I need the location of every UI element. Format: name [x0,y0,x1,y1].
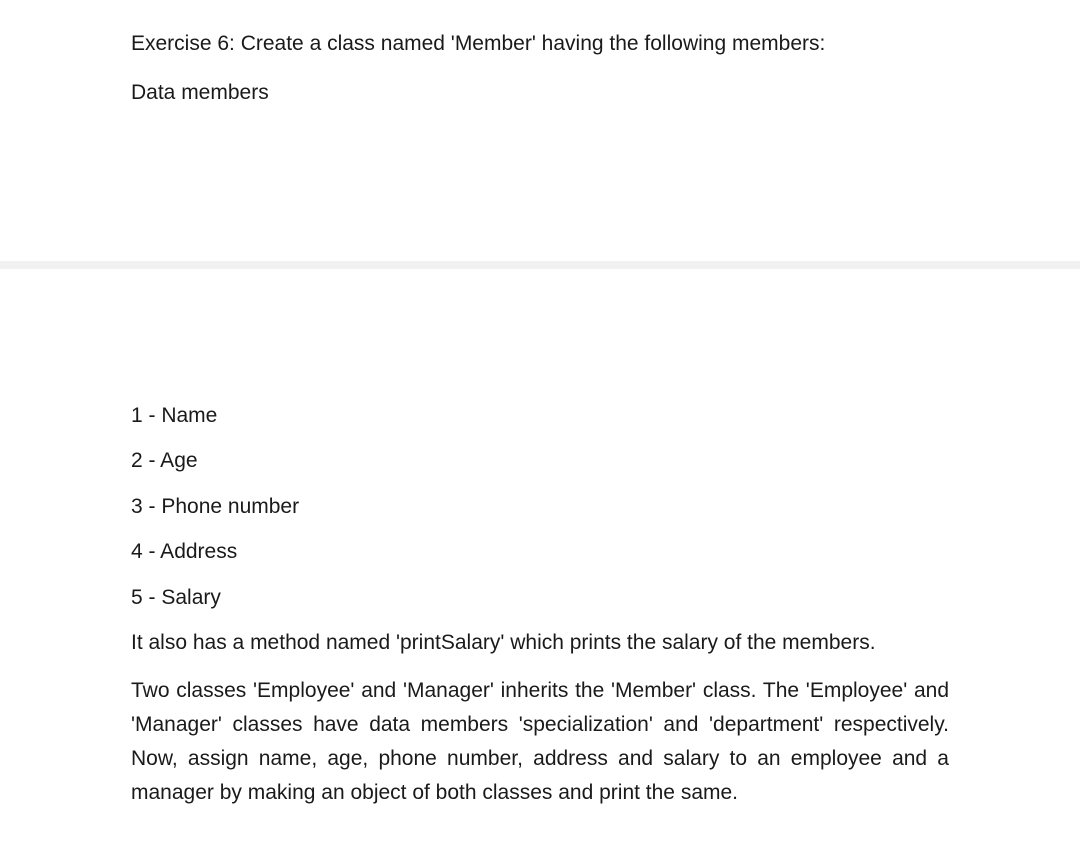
data-members-label: Data members [131,81,269,104]
member-item-name: 1 - Name [131,404,218,427]
page-1 [0,0,1080,261]
member-item-phone: 3 - Phone number [131,495,300,518]
page-2 [0,269,1080,867]
member-item-age: 2 - Age [131,449,198,472]
method-description: It also has a method named 'printSalary' which prints the salary of the members. [131,631,876,654]
member-item-address: 4 - Address [131,540,238,563]
inheritance-description: Two classes 'Employee' and 'Manager' inherits the 'Member' class. The 'Employee' and 'Manager' classes have data members 'specialization' and 'department' respectively. Now, assign name, age, phone number, address and salary to an employee and a manager by making an object of both classes and print the same. [131,679,949,804]
member-item-salary: 5 - Salary [131,586,221,609]
page-separator [0,261,1080,269]
exercise-heading: Exercise 6: Create a class named 'Member' having the following members: [131,32,826,55]
